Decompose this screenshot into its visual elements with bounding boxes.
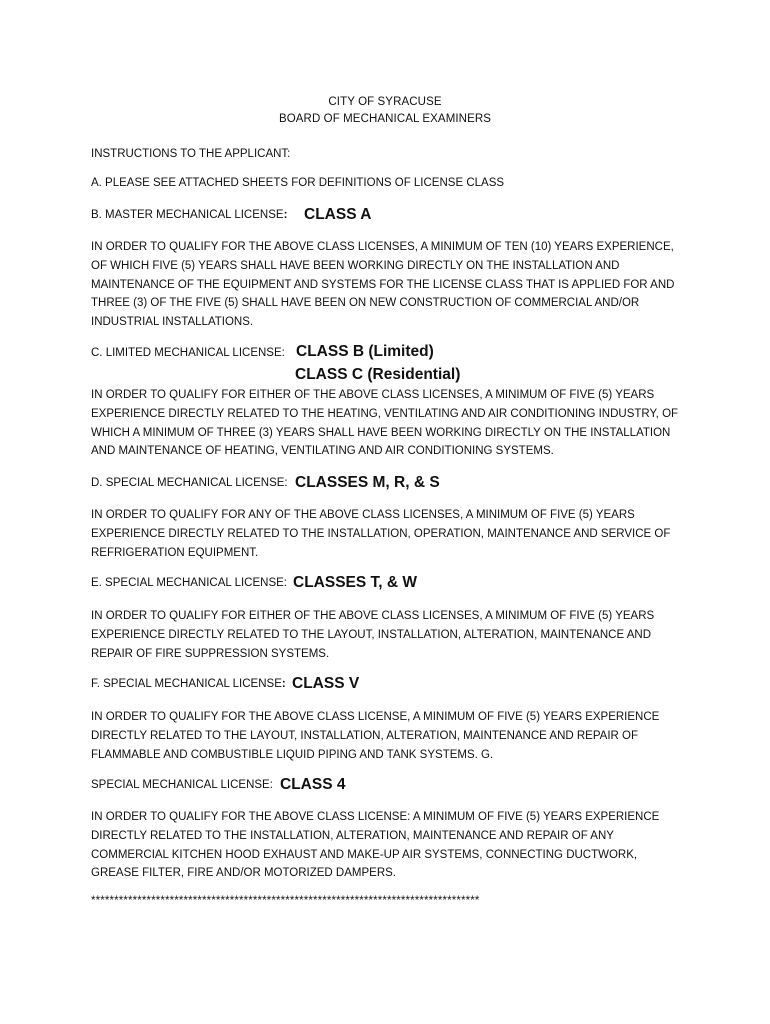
section-e-line: EXPERIENCE DIRECTLY RELATED TO THE LAYOUT, INSTALLATION, ALTERATION, MAINTENANCE AND [91,628,652,641]
section-c-line: AND MAINTENANCE OF HEATING, VENTILATING AND AIR CONDITIONING SYSTEMS. [91,445,554,458]
section-b-colon: : [283,209,288,221]
section-g-line: COMMERCIAL KITCHEN HOOD EXHAUST AND MAKE-UP AIR SYSTEMS, CONNECTING DUCTWORK, [91,848,638,861]
section-c-class-b: CLASS B (Limited) [296,343,434,360]
section-b-line: OF WHICH FIVE (5) YEARS SHALL HAVE BEEN WORKING DIRECTLY ON THE INSTALLATION AND [91,259,620,272]
section-f-label: F. SPECIAL MECHANICAL LICENSE: [91,678,286,690]
section-g-class: CLASS 4 [280,776,346,793]
section-d-label: D. SPECIAL MECHANICAL LICENSE: [91,477,288,489]
section-g-body [91,808,676,883]
section-e-body [91,607,676,663]
section-e-class: CLASSES T, & W [293,574,418,591]
section-g-line: IN ORDER TO QUALIFY FOR THE ABOVE CLASS LICENSE: A MINIMUM OF FIVE (5) YEARS EXPERIENCE [91,811,660,823]
section-d-body [91,506,676,562]
section-b-body [91,238,676,332]
section-f-colon: : [281,678,286,690]
section-f-class: CLASS V [292,675,360,692]
section-f-body [91,708,676,764]
section-c-body [91,386,679,461]
section-e-line: IN ORDER TO QUALIFY FOR EITHER OF THE ABOVE CLASS LICENSES, A MINIMUM OF FIVE (5) YEARS [91,610,655,622]
section-b-label: B. MASTER MECHANICAL LICENSE: [91,209,288,221]
separator-line: ************************************************************************************ [91,895,480,907]
section-f-line: DIRECTLY RELATED TO THE LAYOUT, INSTALLATION, ALTERATION, MAINTENANCE AND REPAIR OF [91,729,638,742]
section-b-line: THREE (3) OF THE FIVE (5) SHALL HAVE BEEN ON NEW CONSTRUCTION OF COMMERCIAL AND/OR [91,297,640,310]
section-c-class-c: CLASS C (Residential) [295,366,461,383]
section-d-line: REFRIGERATION EQUIPMENT. [91,546,259,559]
section-e-label: E. SPECIAL MECHANICAL LICENSE: [91,577,287,589]
item-a: A. PLEASE SEE ATTACHED SHEETS FOR DEFINITIONS OF LICENSE CLASS [91,177,505,189]
section-b-line: IN ORDER TO QUALIFY FOR THE ABOVE CLASS LICENSES, A MINIMUM OF TEN (10) YEARS EXPERIENCE, [91,241,674,253]
section-e-line: REPAIR OF FIRE SUPPRESSION SYSTEMS. [91,647,330,660]
section-c-label: C. LIMITED MECHANICAL LICENSE: [91,347,285,359]
section-c-line: IN ORDER TO QUALIFY FOR EITHER OF THE ABOVE CLASS LICENSES, A MINIMUM OF FIVE (5) YEARS [91,389,655,401]
section-d-class: CLASSES M, R, & S [295,474,440,491]
section-f-line: FLAMMABLE AND COMBUSTIBLE LIQUID PIPING AND TANK SYSTEMS. G. [91,748,494,761]
section-g-label: SPECIAL MECHANICAL LICENSE: [91,779,273,791]
header-city: CITY OF SYRACUSE [328,96,442,108]
section-d-line: IN ORDER TO QUALIFY FOR ANY OF THE ABOVE CLASS LICENSES, A MINIMUM OF FIVE (5) YEARS [91,509,635,521]
section-c-line: WHICH A MINIMUM OF THREE (3) YEARS SHALL HAVE BEEN WORKING DIRECTLY ON THE INSTALLATION [91,426,671,439]
header-board: BOARD OF MECHANICAL EXAMINERS [278,113,492,125]
section-g-line: DIRECTLY RELATED TO THE INSTALLATION, ALTERATION, MAINTENANCE AND REPAIR OF ANY [91,829,614,842]
instructions-title: INSTRUCTIONS TO THE APPLICANT: [91,148,291,160]
section-g-line: GREASE FILTER, FIRE AND/OR MOTORIZED DAMPERS. [91,867,397,880]
section-b-class: CLASS A [304,206,372,223]
section-d-line: EXPERIENCE DIRECTLY RELATED TO THE INSTALLATION, OPERATION, MAINTENANCE AND SERVICE OF [91,527,671,540]
section-c-line: EXPERIENCE DIRECTLY RELATED TO THE HEATING, VENTILATING AND AIR CONDITIONING INDUSTRY, OF [91,407,679,420]
section-b-line: INDUSTRIAL INSTALLATIONS. [91,316,254,329]
section-b-line: MAINTENANCE OF THE EQUIPMENT AND SYSTEMS FOR THE LICENSE CLASS THAT IS APPLIED FOR AND [91,278,675,291]
section-f-line: IN ORDER TO QUALIFY FOR THE ABOVE CLASS LICENSE, A MINIMUM OF FIVE (5) YEARS EXPERIENCE [91,711,660,723]
